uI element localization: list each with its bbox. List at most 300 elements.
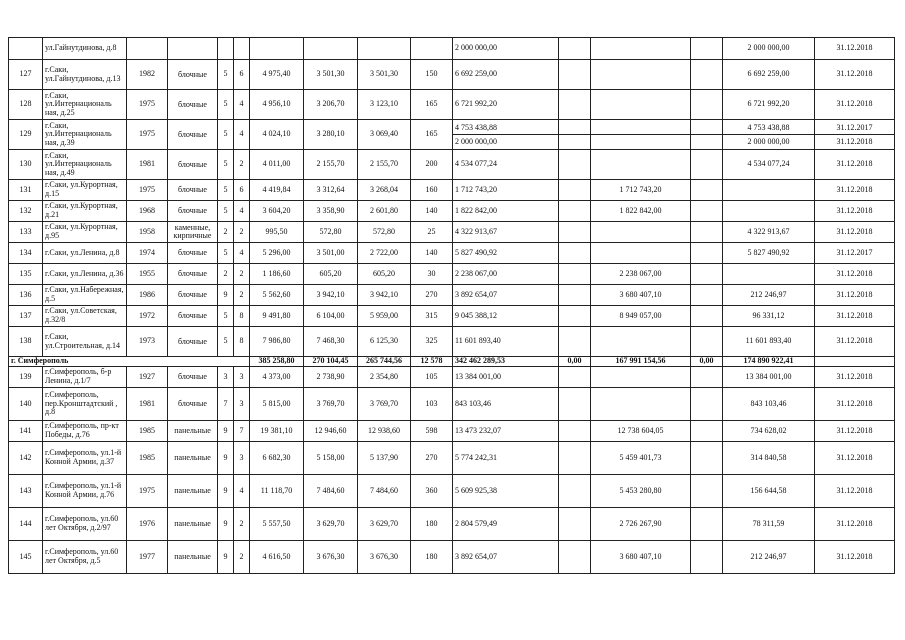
address-cell: г.Симферополь, пер.Кронштадтский , д.8 (43, 388, 127, 421)
deadline-cell: 31.12.2018 (815, 60, 895, 90)
total-area-cell: 5 562,60 (250, 285, 304, 306)
floors-cell: 3 (218, 367, 234, 388)
fund-0-cell (559, 243, 591, 264)
table-row (9, 222, 895, 243)
address-cell: г.Саки, ул.Интернациональ ная, д.49 (43, 150, 127, 180)
total-area-cell: 4 024,10 (250, 120, 304, 150)
residential-area-cell: 2 155,70 (358, 150, 411, 180)
wall-material-cell: блочные (168, 150, 218, 180)
table-row (9, 388, 895, 421)
floors-cell: 5 (218, 60, 234, 90)
living-area-cell: 3 769,70 (304, 388, 358, 421)
residential-area-cell: 3 629,70 (358, 508, 411, 541)
total-cost-cell: 5 774 242,31 (453, 442, 559, 475)
row-number-cell: 141 (9, 421, 43, 442)
fund-0-cell (559, 222, 591, 243)
total-cost-cell (453, 120, 559, 150)
deadline-cell: 31.12.2018 (815, 264, 895, 285)
fund-2-cell (691, 264, 723, 285)
fund-2-cell (691, 180, 723, 201)
residential-area-cell: 3 069,40 (358, 120, 411, 150)
year-cell: 1973 (127, 327, 168, 357)
fund-3-cell: 96 331,12 (723, 306, 815, 327)
table-row (9, 541, 895, 574)
deadline-cell: 31.12.2018 (815, 367, 895, 388)
table-row (9, 201, 895, 222)
living-area-cell: 3 629,70 (304, 508, 358, 541)
residential-area-cell: 2 601,80 (358, 201, 411, 222)
residents-cell: 150 (411, 60, 453, 90)
residents-cell: 30 (411, 264, 453, 285)
fund-3-cell (723, 201, 815, 222)
entrances-cell: 2 (234, 264, 250, 285)
year-cell: 1985 (127, 421, 168, 442)
fund-0-cell (559, 180, 591, 201)
fund-3-cell: 212 246,97 (723, 285, 815, 306)
residents-cell: 165 (411, 90, 453, 120)
fund-1-cell (591, 222, 691, 243)
table-row (9, 327, 895, 357)
floors-cell: 7 (218, 388, 234, 421)
fund-2-cell (691, 541, 723, 574)
fund-1-cell (591, 367, 691, 388)
total-cost-cell-line: 2 000 000,00 (453, 134, 558, 148)
fund-3-cell: 4 534 077,24 (723, 150, 815, 180)
fund-1-cell (591, 38, 691, 60)
table-row (9, 475, 895, 508)
fund-0-cell (559, 120, 591, 150)
deadline-cell: 31.12.2018 (815, 508, 895, 541)
wall-material-cell: блочные (168, 120, 218, 150)
fund-2-cell-line (691, 121, 722, 134)
residential-area-cell: 3 501,30 (358, 60, 411, 90)
floors-cell: 9 (218, 442, 234, 475)
fund-1-cell: 5 459 401,73 (591, 442, 691, 475)
residential-area-cell: 572,80 (358, 222, 411, 243)
fund-3-cell: 4 322 913,67 (723, 222, 815, 243)
living-area-cell: 5 158,00 (304, 442, 358, 475)
row-number-cell: 138 (9, 327, 43, 357)
total-cost-cell: 5 609 925,38 (453, 475, 559, 508)
fund-2-cell (691, 442, 723, 475)
entrances-cell (234, 38, 250, 60)
year-cell: 1975 (127, 120, 168, 150)
deadline-cell: 31.12.2018 (815, 475, 895, 508)
wall-material-cell: панельные (168, 475, 218, 508)
fund-3-cell-line: 4 753 438,88 (747, 123, 790, 132)
floors-cell: 9 (218, 285, 234, 306)
fund-3-cell: 156 644,58 (723, 475, 815, 508)
fund-2-cell (691, 201, 723, 222)
subtotal-deadline-cell (815, 357, 895, 367)
row-number-cell: 130 (9, 150, 43, 180)
fund-3-cell: 6 721 992,20 (723, 90, 815, 120)
year-cell: 1955 (127, 264, 168, 285)
wall-material-cell: панельные (168, 541, 218, 574)
table-body-subtotal (9, 357, 895, 367)
entrances-cell: 2 (234, 541, 250, 574)
residents-cell: 160 (411, 180, 453, 201)
year-cell: 1981 (127, 388, 168, 421)
entrances-cell: 2 (234, 508, 250, 541)
row-number-cell: 128 (9, 90, 43, 120)
row-number-cell: 143 (9, 475, 43, 508)
entrances-cell: 6 (234, 60, 250, 90)
residents-cell: 165 (411, 120, 453, 150)
floors-cell: 5 (218, 90, 234, 120)
deadline-cell: 31.12.2018 (815, 285, 895, 306)
address-cell: г.Симферополь, пр-кт Победы, д.76 (43, 421, 127, 442)
residential-area-cell: 2 722,00 (358, 243, 411, 264)
residents-cell: 270 (411, 285, 453, 306)
deadline-cell: 31.12.2018 (815, 201, 895, 222)
deadline-cell: 31.12.2018 (815, 306, 895, 327)
deadline-cell: 31.12.2018 (815, 541, 895, 574)
address-cell: г.Саки, ул.Курортная, д.21 (43, 201, 127, 222)
total-cost-cell-line: 4 753 438,88 (455, 123, 497, 132)
wall-material-cell: блочные (168, 201, 218, 222)
deadline-cell-line: 31.12.2018 (815, 134, 894, 148)
row-number-cell: 129 (9, 120, 43, 150)
fund-0-cell (559, 201, 591, 222)
fund-2-cell (691, 388, 723, 421)
deadline-cell: 31.12.2018 (815, 388, 895, 421)
table-body-saki (9, 38, 895, 357)
floors-cell: 5 (218, 327, 234, 357)
table-row (9, 120, 895, 150)
row-number-cell: 137 (9, 306, 43, 327)
housing-repair-table (8, 37, 895, 574)
fund-1-cell-line (591, 121, 690, 134)
residential-area-cell: 6 125,30 (358, 327, 411, 357)
fund-2-cell-line (691, 134, 722, 148)
wall-material-cell (168, 38, 218, 60)
fund-1-cell: 3 680 407,10 (591, 285, 691, 306)
fund-1-cell (591, 150, 691, 180)
total-area-cell: 4 011,00 (250, 150, 304, 180)
table-row (9, 421, 895, 442)
total-cost-cell: 1 712 743,20 (453, 180, 559, 201)
table-row (9, 264, 895, 285)
fund-0-cell (559, 38, 591, 60)
entrances-cell: 4 (234, 475, 250, 508)
total-cost-cell: 2 804 579,49 (453, 508, 559, 541)
wall-material-cell: блочные (168, 90, 218, 120)
address-cell: г.Саки, ул.Ленина, д.8 (43, 243, 127, 264)
living-area-cell: 3 676,30 (304, 541, 358, 574)
deadline-cell (815, 120, 895, 150)
address-cell: г.Симферополь, ул.1-й Конной Армии, д.37 (43, 442, 127, 475)
subtotal-fund-1-cell: 167 991 154,56 (591, 357, 691, 367)
address-cell: г.Симферополь, ул.60 лет Октября, д.2/97 (43, 508, 127, 541)
fund-2-cell (691, 90, 723, 120)
fund-1-cell (591, 90, 691, 120)
residents-cell: 598 (411, 421, 453, 442)
wall-material-cell: блочные (168, 388, 218, 421)
wall-material-cell: блочные (168, 264, 218, 285)
subtotal-fund-2-cell: 0,00 (691, 357, 723, 367)
fund-1-cell (591, 388, 691, 421)
living-area-cell (304, 38, 358, 60)
total-area-cell: 4 616,50 (250, 541, 304, 574)
fund-2-cell (691, 285, 723, 306)
living-area-cell: 12 946,60 (304, 421, 358, 442)
row-number-cell: 140 (9, 388, 43, 421)
year-cell: 1986 (127, 285, 168, 306)
table-row (9, 442, 895, 475)
residential-area-cell: 5 137,90 (358, 442, 411, 475)
total-cost-cell: 4 322 913,67 (453, 222, 559, 243)
residents-cell: 315 (411, 306, 453, 327)
fund-1-cell (591, 120, 691, 150)
entrances-cell: 3 (234, 442, 250, 475)
row-number-cell: 142 (9, 442, 43, 475)
fund-2-cell (691, 475, 723, 508)
fund-1-cell: 2 726 267,90 (591, 508, 691, 541)
fund-0-cell (559, 150, 591, 180)
fund-2-cell (691, 60, 723, 90)
fund-2-cell (691, 306, 723, 327)
address-cell: г.Саки, ул.Гайнутдинова, д.13 (43, 60, 127, 90)
table-row (9, 508, 895, 541)
fund-3-cell: 13 384 001,00 (723, 367, 815, 388)
address-cell: г.Саки, ул.Курортная, д.15 (43, 180, 127, 201)
subtotal-fund-0-cell: 0,00 (559, 357, 591, 367)
residents-cell: 325 (411, 327, 453, 357)
table-row (9, 306, 895, 327)
year-cell: 1927 (127, 367, 168, 388)
total-area-cell: 4 956,10 (250, 90, 304, 120)
fund-1-cell (591, 327, 691, 357)
total-cost-cell: 1 822 842,00 (453, 201, 559, 222)
address-cell: г.Симферополь, б-р Ленина, д.1/7 (43, 367, 127, 388)
deadline-cell: 31.12.2018 (815, 150, 895, 180)
fund-3-cell: 5 827 490,92 (723, 243, 815, 264)
fund-0-cell (559, 442, 591, 475)
total-area-cell: 4 975,40 (250, 60, 304, 90)
living-area-cell: 3 312,64 (304, 180, 358, 201)
deadline-cell: 31.12.2018 (815, 38, 895, 60)
fund-0-cell (559, 60, 591, 90)
living-area-cell: 3 942,10 (304, 285, 358, 306)
total-cost-cell: 13 384 001,00 (453, 367, 559, 388)
fund-1-cell: 3 680 407,10 (591, 541, 691, 574)
floors-cell: 9 (218, 475, 234, 508)
living-area-cell: 572,80 (304, 222, 358, 243)
fund-0-cell (559, 367, 591, 388)
year-cell: 1985 (127, 442, 168, 475)
residents-cell: 270 (411, 442, 453, 475)
row-number-cell: 134 (9, 243, 43, 264)
residents-cell: 140 (411, 243, 453, 264)
residents-cell: 103 (411, 388, 453, 421)
fund-3-cell: 78 311,59 (723, 508, 815, 541)
entrances-cell: 6 (234, 180, 250, 201)
fund-2-cell (691, 508, 723, 541)
row-number-cell: 133 (9, 222, 43, 243)
year-cell: 1972 (127, 306, 168, 327)
fund-0-cell (559, 508, 591, 541)
total-cost-cell: 4 534 077,24 (453, 150, 559, 180)
residential-area-cell (358, 38, 411, 60)
deadline-cell-line: 31.12.2017 (836, 123, 873, 132)
address-cell: г.Саки, ул.Советская, д.32/8 (43, 306, 127, 327)
year-cell: 1981 (127, 150, 168, 180)
living-area-cell: 2 738,90 (304, 367, 358, 388)
fund-0-cell (559, 327, 591, 357)
floors-cell: 2 (218, 264, 234, 285)
fund-0-cell (559, 388, 591, 421)
total-area-cell: 4 373,00 (250, 367, 304, 388)
residents-cell: 25 (411, 222, 453, 243)
floors-cell: 9 (218, 541, 234, 574)
living-area-cell: 3 358,90 (304, 201, 358, 222)
fund-2-cell (691, 327, 723, 357)
living-area-cell: 3 501,00 (304, 243, 358, 264)
year-cell: 1977 (127, 541, 168, 574)
subtotal-total-cost-cell: 342 462 289,53 (453, 357, 559, 367)
year-cell: 1982 (127, 60, 168, 90)
row-number-cell: 127 (9, 60, 43, 90)
total-area-cell: 4 419,84 (250, 180, 304, 201)
total-cost-cell: 3 892 654,07 (453, 541, 559, 574)
fund-0-cell (559, 285, 591, 306)
row-number-cell: 144 (9, 508, 43, 541)
residential-area-cell: 12 938,60 (358, 421, 411, 442)
fund-1-cell: 2 238 067,00 (591, 264, 691, 285)
row-number-cell: 131 (9, 180, 43, 201)
table-row (9, 150, 895, 180)
subtotal-living-area-cell: 270 104,45 (304, 357, 358, 367)
deadline-cell: 31.12.2018 (815, 421, 895, 442)
entrances-cell: 2 (234, 285, 250, 306)
address-cell: г.Саки, ул.Интернациональ ная, д.25 (43, 90, 127, 120)
total-area-cell: 5 296,00 (250, 243, 304, 264)
fund-2-cell (691, 243, 723, 264)
entrances-cell: 4 (234, 201, 250, 222)
residential-area-cell: 3 268,04 (358, 180, 411, 201)
fund-3-cell: 2 000 000,00 (723, 38, 815, 60)
total-cost-cell: 843 103,46 (453, 388, 559, 421)
subtotal-row (9, 357, 895, 367)
residents-cell: 140 (411, 201, 453, 222)
wall-material-cell: блочные (168, 60, 218, 90)
table-row (9, 367, 895, 388)
fund-0-cell (559, 264, 591, 285)
deadline-cell: 31.12.2018 (815, 327, 895, 357)
subtotal-residents-cell: 12 578 (411, 357, 453, 367)
residents-cell: 200 (411, 150, 453, 180)
residents-cell (411, 38, 453, 60)
floors-cell: 5 (218, 120, 234, 150)
entrances-cell: 8 (234, 306, 250, 327)
address-cell: г.Саки, ул.Интернациональ ная, д.39 (43, 120, 127, 150)
year-cell (127, 38, 168, 60)
total-area-cell: 6 682,30 (250, 442, 304, 475)
table-row (9, 285, 895, 306)
fund-1-cell: 12 738 604,05 (591, 421, 691, 442)
living-area-cell: 2 155,70 (304, 150, 358, 180)
fund-0-cell (559, 306, 591, 327)
floors-cell: 5 (218, 180, 234, 201)
living-area-cell: 3 280,10 (304, 120, 358, 150)
entrances-cell: 7 (234, 421, 250, 442)
address-cell: г.Саки, ул.Строительная, д.14 (43, 327, 127, 357)
wall-material-cell: блочные (168, 327, 218, 357)
fund-0-cell (559, 421, 591, 442)
total-area-cell: 5 815,00 (250, 388, 304, 421)
table-row (9, 243, 895, 264)
entrances-cell: 4 (234, 90, 250, 120)
subtotal-residential-area-cell: 265 744,56 (358, 357, 411, 367)
total-cost-cell: 11 601 893,40 (453, 327, 559, 357)
fund-3-cell-line: 2 000 000,00 (723, 134, 814, 148)
deadline-cell: 31.12.2018 (815, 180, 895, 201)
fund-1-cell: 5 453 280,80 (591, 475, 691, 508)
wall-material-cell: блочные (168, 367, 218, 388)
fund-1-cell: 8 949 057,00 (591, 306, 691, 327)
wall-material-cell: панельные (168, 442, 218, 475)
address-cell: г.Саки, ул.Курортная, д.95 (43, 222, 127, 243)
fund-2-cell (691, 150, 723, 180)
residents-cell: 180 (411, 508, 453, 541)
floors-cell: 5 (218, 243, 234, 264)
year-cell: 1975 (127, 475, 168, 508)
table-body-simferopol (9, 367, 895, 574)
floors-cell: 9 (218, 421, 234, 442)
floors-cell (218, 38, 234, 60)
entrances-cell: 4 (234, 120, 250, 150)
residential-area-cell: 5 959,00 (358, 306, 411, 327)
total-cost-cell: 6 692 259,00 (453, 60, 559, 90)
living-area-cell: 605,20 (304, 264, 358, 285)
total-cost-cell: 2 238 067,00 (453, 264, 559, 285)
total-area-cell: 11 118,70 (250, 475, 304, 508)
table-row (9, 60, 895, 90)
total-cost-cell: 9 045 388,12 (453, 306, 559, 327)
fund-1-cell (591, 243, 691, 264)
row-number-cell: 136 (9, 285, 43, 306)
fund-3-cell (723, 120, 815, 150)
floors-cell: 5 (218, 306, 234, 327)
wall-material-cell: блочные (168, 180, 218, 201)
table-row (9, 90, 895, 120)
subtotal-city-label: г. Симферополь (9, 357, 250, 367)
deadline-cell: 31.12.2017 (815, 243, 895, 264)
total-area-cell: 9 491,80 (250, 306, 304, 327)
residential-area-cell: 2 354,80 (358, 367, 411, 388)
row-number-cell: 139 (9, 367, 43, 388)
total-cost-cell: 6 721 992,20 (453, 90, 559, 120)
row-number-cell: 145 (9, 541, 43, 574)
residential-area-cell: 3 123,10 (358, 90, 411, 120)
fund-3-cell (723, 180, 815, 201)
residents-cell: 180 (411, 541, 453, 574)
entrances-cell: 3 (234, 367, 250, 388)
living-area-cell: 7 484,60 (304, 475, 358, 508)
wall-material-cell: панельные (168, 421, 218, 442)
address-cell: г.Саки, ул.Набережная, д.5 (43, 285, 127, 306)
floors-cell: 9 (218, 508, 234, 541)
wall-material-cell: блочные (168, 285, 218, 306)
entrances-cell: 3 (234, 388, 250, 421)
residential-area-cell: 605,20 (358, 264, 411, 285)
table-row (9, 38, 895, 60)
fund-0-cell (559, 90, 591, 120)
fund-2-cell (691, 120, 723, 150)
fund-2-cell (691, 38, 723, 60)
floors-cell: 5 (218, 201, 234, 222)
